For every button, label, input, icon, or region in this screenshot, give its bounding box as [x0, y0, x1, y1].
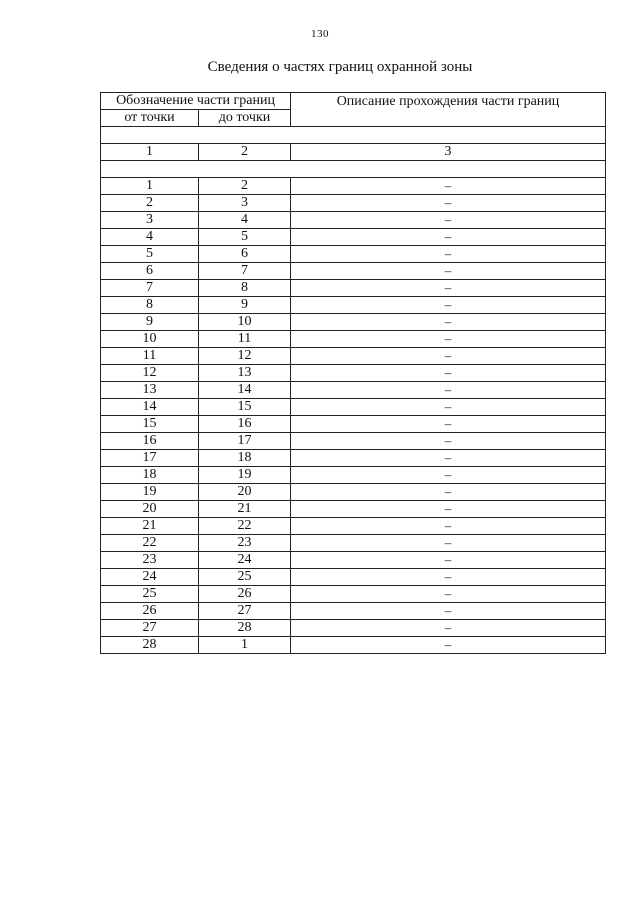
table-row — [101, 178, 606, 195]
from-point-cell: 28 — [101, 637, 199, 654]
description-cell: – — [291, 450, 606, 467]
table-row — [101, 535, 606, 552]
boundary-table — [100, 92, 606, 654]
header-gap — [101, 127, 606, 144]
description-cell: – — [291, 586, 606, 603]
to-point-cell: 7 — [199, 263, 291, 280]
to-point-cell: 28 — [199, 620, 291, 637]
description-cell: – — [291, 416, 606, 433]
to-point-cell: 18 — [199, 450, 291, 467]
to-point-cell: 24 — [199, 552, 291, 569]
table-row — [101, 365, 606, 382]
from-point-cell: 22 — [101, 535, 199, 552]
table-row — [101, 603, 606, 620]
from-point-cell: 6 — [101, 263, 199, 280]
description-cell: – — [291, 637, 606, 654]
to-point-cell: 27 — [199, 603, 291, 620]
column-number: 1 — [101, 144, 199, 161]
description-cell: – — [291, 348, 606, 365]
description-cell: – — [291, 297, 606, 314]
table-row — [101, 484, 606, 501]
description-cell: – — [291, 620, 606, 637]
from-point-cell: 14 — [101, 399, 199, 416]
description-cell: – — [291, 178, 606, 195]
to-point-cell: 16 — [199, 416, 291, 433]
from-point-cell: 8 — [101, 297, 199, 314]
from-point-cell: 18 — [101, 467, 199, 484]
to-point-cell: 8 — [199, 280, 291, 297]
table-row — [101, 433, 606, 450]
from-point-cell: 10 — [101, 331, 199, 348]
description-cell: – — [291, 314, 606, 331]
table-row — [101, 620, 606, 637]
to-point-cell: 23 — [199, 535, 291, 552]
description-cell: – — [291, 263, 606, 280]
to-point-cell: 9 — [199, 297, 291, 314]
to-point-cell: 11 — [199, 331, 291, 348]
to-point-cell: 14 — [199, 382, 291, 399]
from-point-cell: 13 — [101, 382, 199, 399]
header-from-cell: от точки — [101, 110, 199, 127]
to-point-cell: 13 — [199, 365, 291, 382]
blank-row — [101, 161, 606, 178]
to-point-cell: 3 — [199, 195, 291, 212]
header-to-cell: до точки — [199, 110, 291, 127]
from-point-cell: 24 — [101, 569, 199, 586]
description-cell: – — [291, 365, 606, 382]
to-point-cell: 2 — [199, 178, 291, 195]
table-row — [101, 314, 606, 331]
to-point-cell: 12 — [199, 348, 291, 365]
page-number: 130 — [311, 28, 329, 40]
table-row — [101, 263, 606, 280]
from-point-cell: 4 — [101, 229, 199, 246]
from-point-cell: 17 — [101, 450, 199, 467]
table-row — [101, 569, 606, 586]
table-row — [101, 586, 606, 603]
from-point-cell: 19 — [101, 484, 199, 501]
description-cell: – — [291, 246, 606, 263]
table-row — [101, 297, 606, 314]
table-row — [101, 280, 606, 297]
table-row — [101, 518, 606, 535]
from-point-cell: 20 — [101, 501, 199, 518]
to-point-cell: 26 — [199, 586, 291, 603]
table-row — [101, 637, 606, 654]
from-point-cell: 15 — [101, 416, 199, 433]
table-row — [101, 501, 606, 518]
from-point-cell: 26 — [101, 603, 199, 620]
to-point-cell: 1 — [199, 637, 291, 654]
to-point-cell: 22 — [199, 518, 291, 535]
description-cell: – — [291, 484, 606, 501]
from-point-cell: 16 — [101, 433, 199, 450]
from-point-cell: 27 — [101, 620, 199, 637]
to-point-cell: 6 — [199, 246, 291, 263]
table-row — [101, 229, 606, 246]
table-row — [101, 399, 606, 416]
from-point-cell: 1 — [101, 178, 199, 195]
table-row — [101, 212, 606, 229]
table-row — [101, 246, 606, 263]
column-number-row — [101, 144, 606, 161]
from-point-cell: 9 — [101, 314, 199, 331]
from-point-cell: 21 — [101, 518, 199, 535]
column-number: 3 — [291, 144, 606, 161]
description-cell: – — [291, 212, 606, 229]
table-row — [101, 450, 606, 467]
column-number: 2 — [199, 144, 291, 161]
page-title: Сведения о частях границ охранной зоны — [207, 59, 473, 75]
to-point-cell: 5 — [199, 229, 291, 246]
from-point-cell: 23 — [101, 552, 199, 569]
header-desc-cell: Описание прохождения части границ — [291, 93, 606, 127]
header-row-1 — [101, 93, 606, 110]
table-row — [101, 416, 606, 433]
description-cell: – — [291, 467, 606, 484]
from-point-cell: 5 — [101, 246, 199, 263]
to-point-cell: 15 — [199, 399, 291, 416]
to-point-cell: 10 — [199, 314, 291, 331]
description-cell: – — [291, 569, 606, 586]
to-point-cell: 19 — [199, 467, 291, 484]
table-row — [101, 467, 606, 484]
from-point-cell: 3 — [101, 212, 199, 229]
from-point-cell: 12 — [101, 365, 199, 382]
description-cell: – — [291, 518, 606, 535]
description-cell: – — [291, 399, 606, 416]
description-cell: – — [291, 382, 606, 399]
table-row — [101, 331, 606, 348]
table-row — [101, 348, 606, 365]
header-group-cell: Обозначение части границ — [101, 93, 291, 110]
to-point-cell: 17 — [199, 433, 291, 450]
description-cell: – — [291, 433, 606, 450]
description-cell: – — [291, 501, 606, 518]
table-row — [101, 552, 606, 569]
to-point-cell: 20 — [199, 484, 291, 501]
to-point-cell: 25 — [199, 569, 291, 586]
from-point-cell: 7 — [101, 280, 199, 297]
to-point-cell: 4 — [199, 212, 291, 229]
description-cell: – — [291, 195, 606, 212]
to-point-cell: 21 — [199, 501, 291, 518]
description-cell: – — [291, 603, 606, 620]
description-cell: – — [291, 535, 606, 552]
description-cell: – — [291, 331, 606, 348]
from-point-cell: 2 — [101, 195, 199, 212]
description-cell: – — [291, 552, 606, 569]
from-point-cell: 11 — [101, 348, 199, 365]
description-cell: – — [291, 280, 606, 297]
table-row — [101, 382, 606, 399]
table-row — [101, 195, 606, 212]
from-point-cell: 25 — [101, 586, 199, 603]
description-cell: – — [291, 229, 606, 246]
